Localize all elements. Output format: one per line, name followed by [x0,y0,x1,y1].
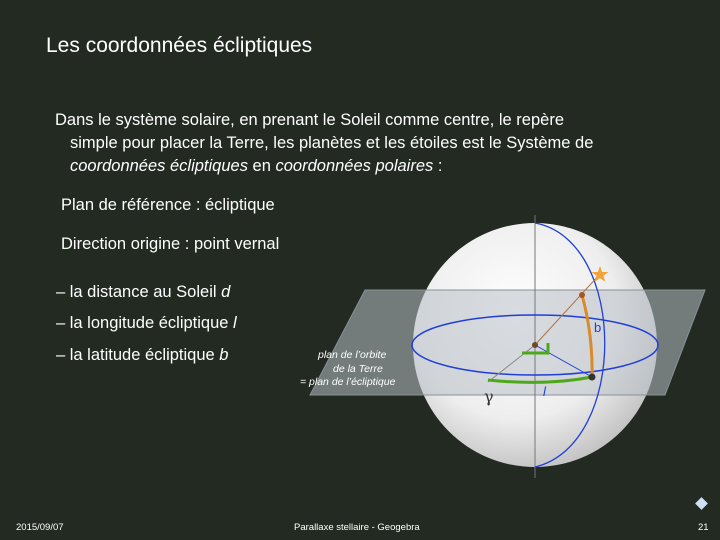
origin-direction-text: Direction origine : point vernal [61,235,280,253]
plane-label-2: de la Terre [333,363,383,375]
plane-label-3: = plan de l’écliptique [300,376,396,388]
latitude-label-b: b [594,320,602,335]
coord-longitude-var: l [233,314,237,332]
sun-center-point [532,342,538,348]
footer-date: 2015/09/07 [16,522,64,533]
intro-line-2: simple pour placer la Terre, les planètes et les étoiles est le Système de [70,134,594,152]
coord-latitude-var: b [219,346,229,364]
vernal-point-gamma: γ [484,387,494,406]
coord-latitude-text: – la latitude écliptique [56,346,220,364]
intro-end: : [433,157,443,175]
intro-line-1: Dans le système solaire, en prenant le Soleil comme centre, le repère [55,111,564,129]
sphere-star-point [579,292,585,298]
intro-mid: en [247,157,276,175]
intro-em-ecliptic: coordonnées écliptiques [70,157,248,175]
coord-longitude-text: – la longitude écliptique [56,314,234,332]
meridian-intersection-point [589,374,596,381]
coord-distance-var: d [221,283,231,301]
footer-page-number: 21 [698,522,709,533]
slide-title: Les coordonnées écliptiques [46,34,313,57]
reference-plane-text: Plan de référence : écliptique [61,196,275,214]
plane-label-1: plan de l’orbite [318,349,387,361]
longitude-label-l: l [543,384,546,399]
footer-center-text: Parallaxe stellaire - Geogebra [294,522,420,533]
intro-em-polar: coordonnées polaires [275,157,434,175]
coord-distance-text: – la distance au Soleil [56,283,222,301]
